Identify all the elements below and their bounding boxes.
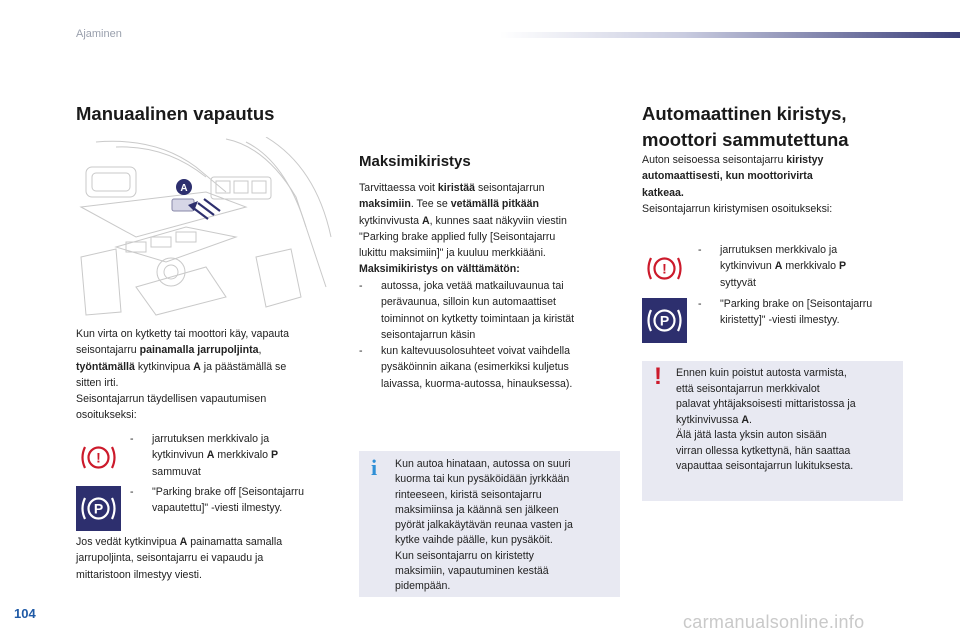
middle-bullet-list (359, 278, 629, 392)
list-item: - kun kaltevuusolosuhteet voivat vaihdella pysäköinnin aikana (esimerkiksi kuljetus laivassa, kuorma-autossa, hinauksessa). (359, 345, 573, 390)
info-box (359, 451, 620, 597)
svg-text:!: ! (662, 260, 667, 277)
middle-title: Maksimikiristys (359, 153, 471, 170)
illustration-label-a: A (180, 183, 188, 194)
info-box-text: Kun autoa hinataan, autossa on suuri kuorma tai kun pysäköidään jyrkkään rinteeseen, kiristä seisontajarru maksimiinsa ja käännä sen jälkeen pyörät jalkakäytävän reunaa vasten ja kytke vaihde päälle, kun pysäköit. Kun seisontajarru on kiristetty maksimiin, vapautuminen kestää pidempään. (395, 458, 573, 593)
svg-text:P: P (659, 312, 670, 329)
list-item: - autossa, joka vetää matkailuvaunua tai perävaunua, silloin kun automaattiset toiminnot on kytketty toimintaan ja kiristät seisontajarrun käsin (359, 280, 575, 341)
page-number: 104 (14, 606, 36, 621)
right-paragraph: Auton seisoessa seisontajarru kiristyy automaattisesti, kun moottorivirta katkeaa. Seisontajarrun kiristymisen osoitukseksi: (642, 154, 833, 215)
header-gradient-bar (500, 32, 960, 38)
right-title: Automaattinen kiristys, moottori sammutettuna (642, 103, 849, 150)
info-icon: i (371, 455, 378, 480)
brake-warning-icon (642, 246, 687, 291)
warning-exclamation-icon: ! (654, 363, 662, 390)
parking-brake-icon (642, 298, 687, 343)
warning-box (642, 361, 903, 501)
parking-brake-illustration (76, 137, 334, 317)
left-title: Manuaalinen vapautus (76, 103, 275, 124)
left-paragraph-2: Jos vedät kytkinvipua A painamatta samalla jarrupoljinta, seisontajarru ei vapaudu ja mittaristoon ilmestyy viesti. (76, 536, 283, 581)
warning-box-text: Ennen kuin poistut autosta varmista, että seisontajarrun merkkivalot palavat yhtäjaksoisesti mittaristossa ja kytkinvivussa A. Älä jätä lasta yksin auton sisään virran ollessa kytkettynä, hän saattaa vapauttaa seisontajarrun lukituksesta. (676, 367, 856, 472)
svg-text:P: P (93, 500, 104, 517)
section-header: Ajaminen (76, 28, 122, 40)
left-paragraph-1: Kun virta on kytketty tai moottori käy, vapauta seisontajarru painamalla jarrupoljinta, työntämällä kytkinvipua A ja päästämällä se sitten irti. Seisontajarrun täydellisen vapautumisen osoitukseksi: (76, 328, 289, 422)
brake-warning-icon (76, 435, 121, 480)
middle-paragraph: Tarvittaessa voit kiristää seisontajarrun maksimiin. Tee se vetämällä pitkään kytkinvivusta A, kunnes saat näkyviin viestin "Parking brake applied fully [Seisontajarru lukittu maksimiin]" ja kuuluu merkkiääni. Maksimikiristys on välttämätön: (359, 182, 567, 276)
parking-brake-icon (76, 486, 121, 531)
middle-subhead: Maksimikiristys on välttämätön: (359, 263, 520, 276)
svg-text:!: ! (96, 449, 101, 466)
watermark: carmanualsonline.info (683, 612, 865, 632)
